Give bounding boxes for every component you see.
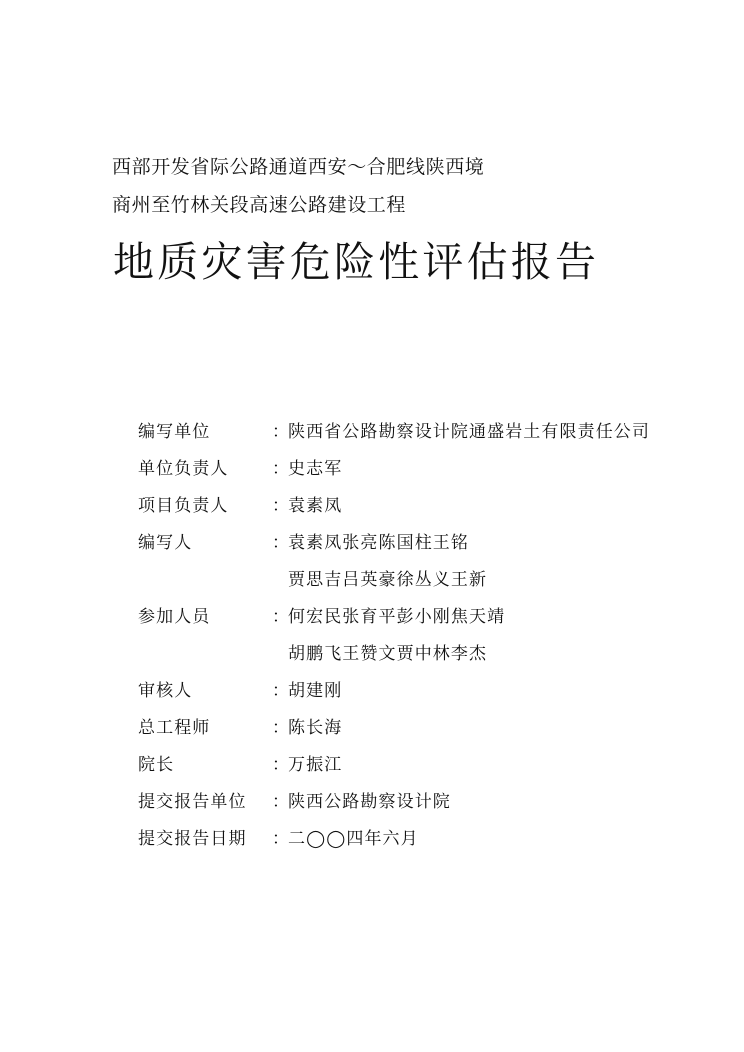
info-row-submission-date bbox=[138, 827, 728, 864]
info-value: 史志军 bbox=[288, 459, 343, 479]
info-label: 单位负责人 bbox=[138, 459, 229, 479]
info-row-authors bbox=[138, 531, 728, 568]
subtitle-line-2: 商州至竹林关段高速公路建设工程 bbox=[112, 194, 407, 216]
colon: ： bbox=[272, 718, 291, 738]
colon: ： bbox=[272, 496, 291, 516]
info-label: 项目负责人 bbox=[138, 496, 229, 516]
info-value: 胡建刚 bbox=[288, 681, 343, 701]
info-row-project-head bbox=[138, 494, 728, 531]
info-row-unit-head bbox=[138, 457, 728, 494]
info-value: 万振江 bbox=[288, 755, 343, 775]
info-row-chief-engineer bbox=[138, 716, 728, 753]
info-label: 提交报告单位 bbox=[138, 792, 247, 812]
info-label: 院长 bbox=[138, 755, 175, 775]
info-row-participants bbox=[138, 605, 728, 642]
info-label: 总工程师 bbox=[138, 718, 211, 738]
info-value: 二◯◯四年六月 bbox=[288, 829, 419, 849]
colon: ： bbox=[272, 422, 291, 442]
info-value: 何宏民张育平彭小刚焦天靖 bbox=[288, 607, 506, 627]
info-value: 陕西省公路勘察设计院通盛岩土有限责任公司 bbox=[288, 422, 650, 442]
info-value: 陕西公路勘察设计院 bbox=[288, 792, 451, 812]
colon: ： bbox=[272, 533, 291, 553]
subtitle-line-1: 西部开发省际公路通道西安～合肥线陕西境 bbox=[112, 156, 485, 178]
report-title: 地质灾害危险性评估报告 bbox=[113, 238, 600, 286]
colon: ： bbox=[272, 459, 291, 479]
info-row-participants-continued bbox=[138, 642, 728, 679]
info-label: 提交报告日期 bbox=[138, 829, 247, 849]
info-row-reviewer bbox=[138, 679, 728, 716]
info-row-authors-continued bbox=[138, 568, 728, 605]
info-row-compiling-unit bbox=[138, 420, 728, 457]
info-value: 陈长海 bbox=[288, 718, 343, 738]
info-row-director bbox=[138, 753, 728, 790]
info-list bbox=[138, 420, 728, 864]
info-value: 袁素凤张亮陈国柱王铭 bbox=[288, 533, 469, 553]
info-label: 审核人 bbox=[138, 681, 193, 701]
colon: ： bbox=[272, 829, 291, 849]
colon: ： bbox=[272, 607, 291, 627]
info-value: 袁素凤 bbox=[288, 496, 343, 516]
info-value: 贾思吉吕英豪徐丛义王新 bbox=[288, 570, 488, 590]
colon: ： bbox=[272, 755, 291, 775]
info-value: 胡鹏飞王赞文贾中林李杰 bbox=[288, 644, 488, 664]
colon: ： bbox=[272, 792, 291, 812]
info-label: 参加人员 bbox=[138, 607, 211, 627]
colon: ： bbox=[272, 681, 291, 701]
info-row-submitting-unit bbox=[138, 790, 728, 827]
info-label: 编写人 bbox=[138, 533, 193, 553]
info-label: 编写单位 bbox=[138, 422, 211, 442]
